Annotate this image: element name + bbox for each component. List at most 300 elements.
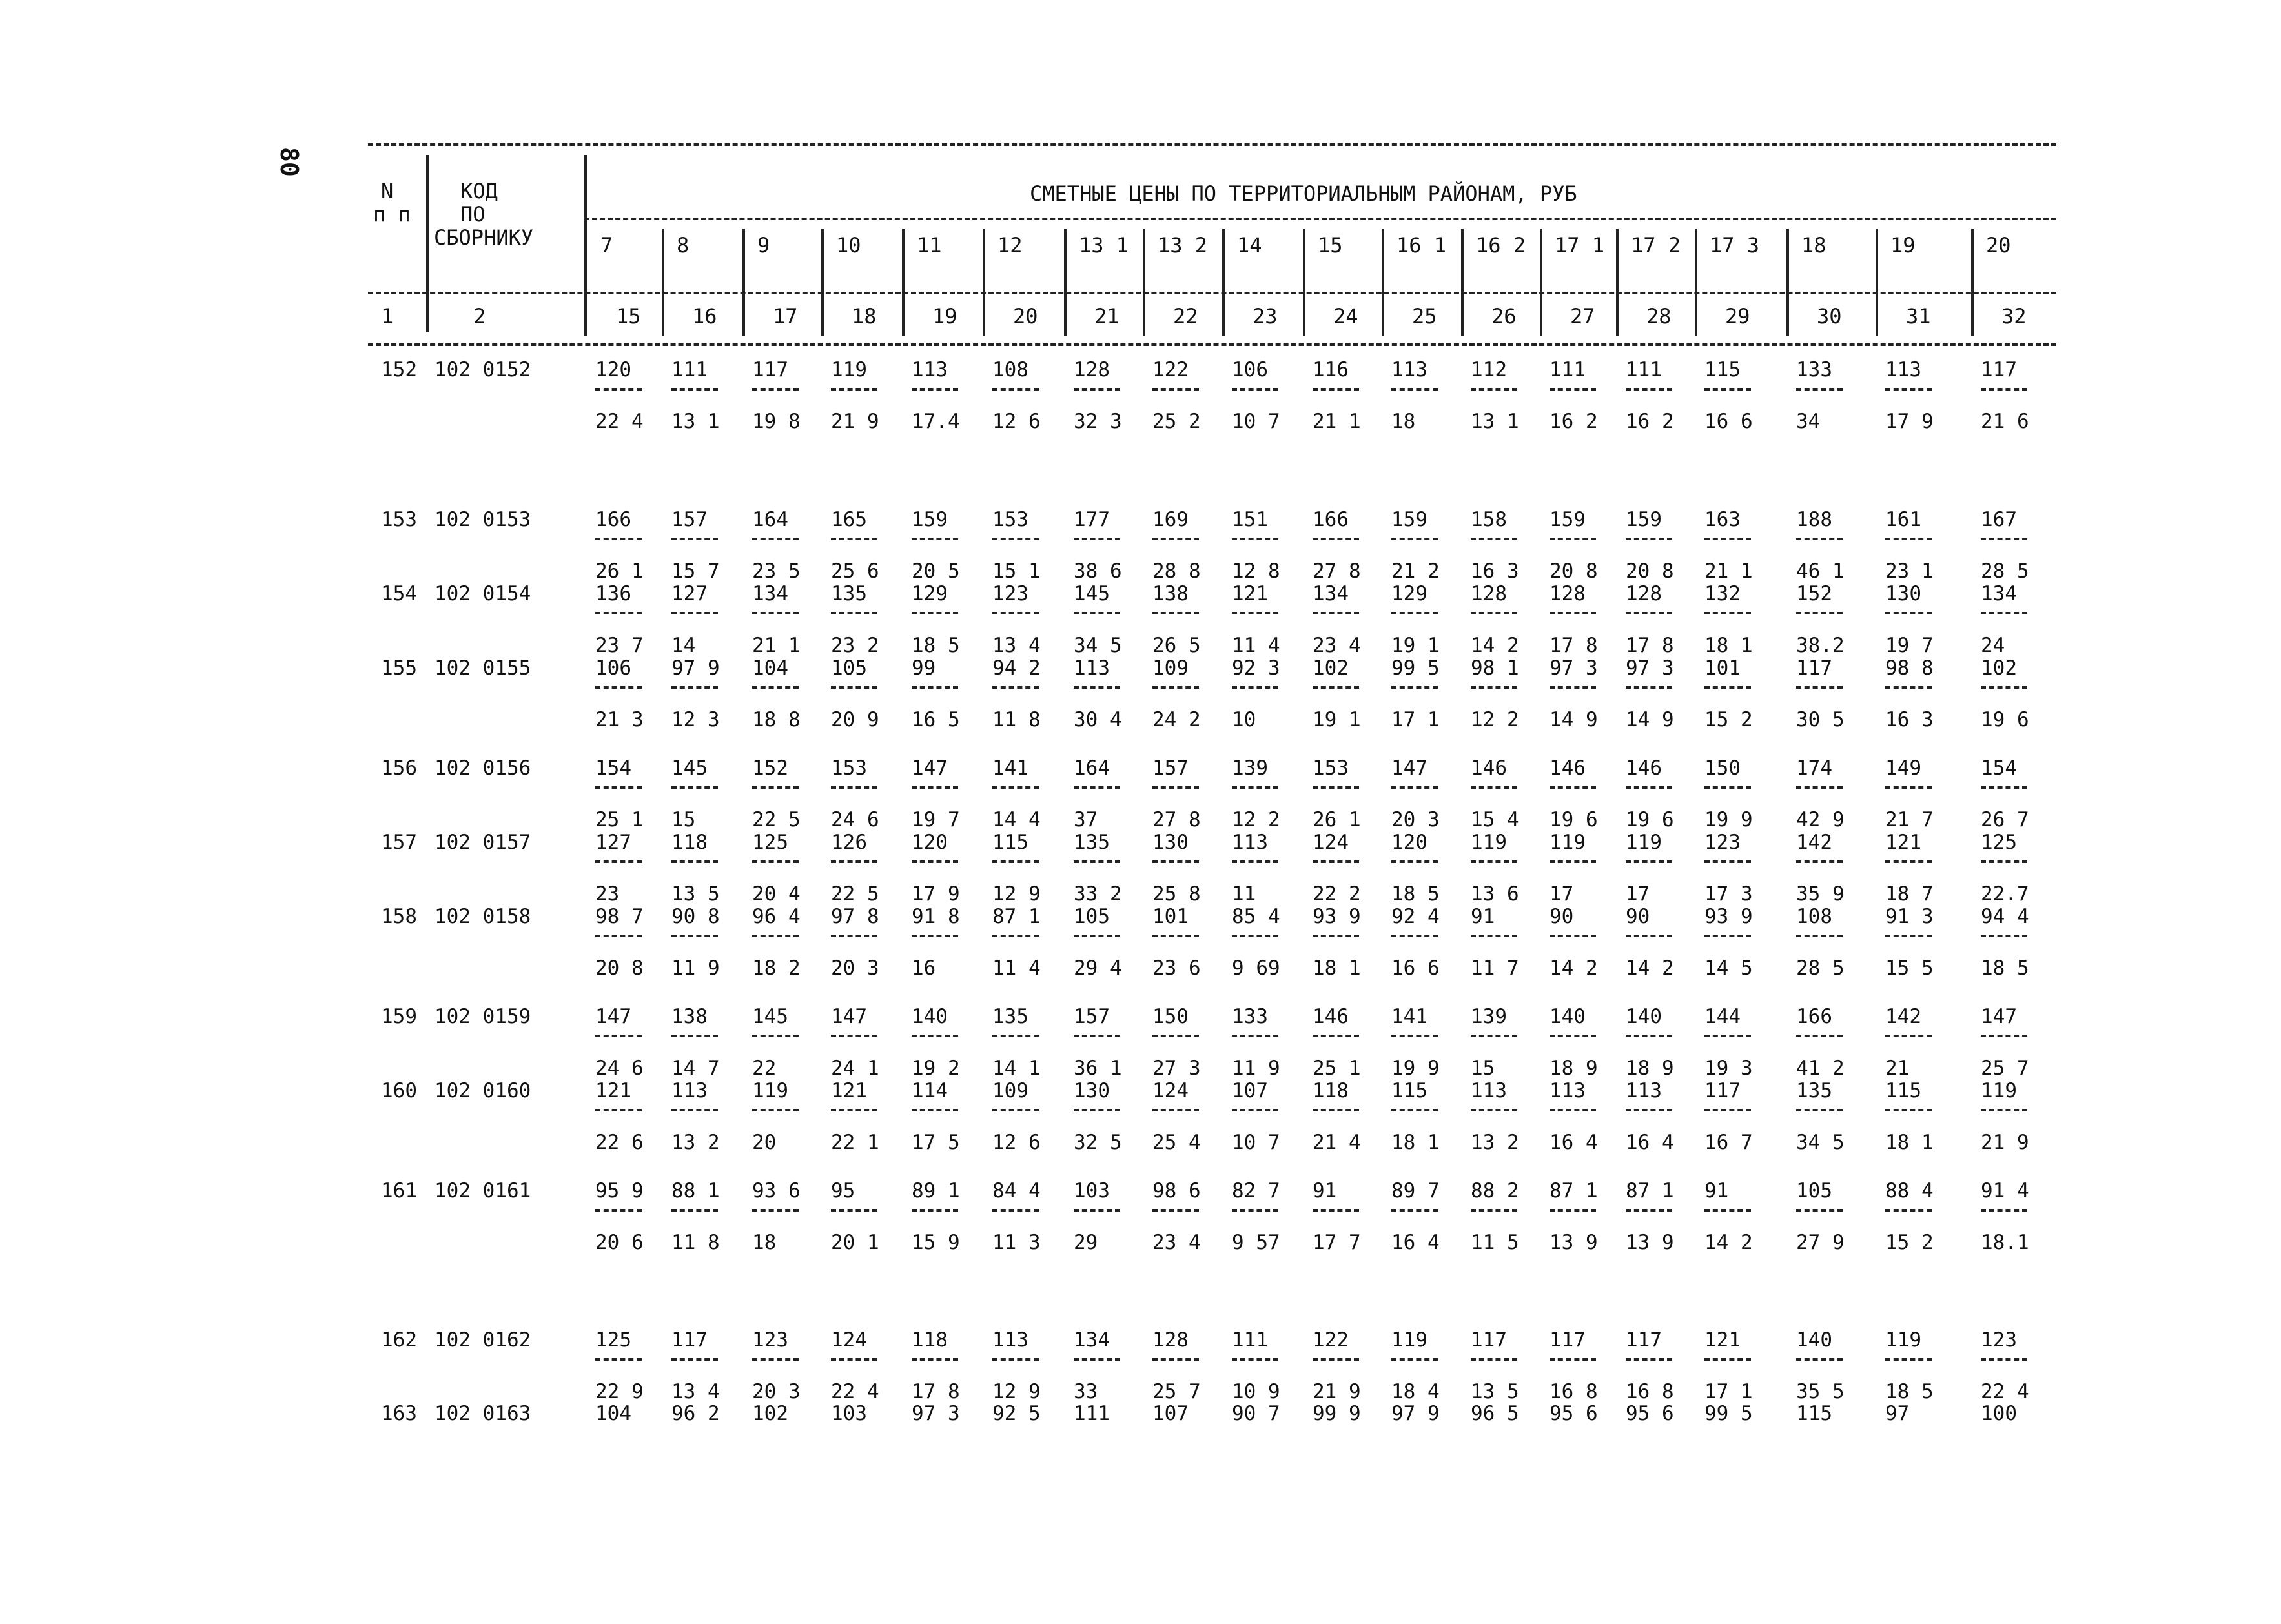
fraction-rule — [1152, 1109, 1199, 1111]
price-value: 97 8 — [831, 905, 879, 928]
labor-value: 34 5 — [1796, 1131, 1845, 1154]
header-title-rule — [584, 218, 2056, 220]
price-value: 109 — [1152, 656, 1189, 680]
fraction-rule — [1885, 1209, 1932, 1212]
labor-value: 16 7 — [1704, 1131, 1753, 1154]
price-value: 117 — [1550, 1328, 1586, 1352]
row-number: 155 — [381, 656, 417, 680]
fraction-rule — [1626, 1358, 1672, 1361]
header-bottom-rule — [368, 343, 2056, 346]
price-value: 147 — [595, 1005, 631, 1028]
fraction-rule — [992, 388, 1039, 391]
price-value: 95 6 — [1626, 1402, 1674, 1425]
price-value: 147 — [831, 1005, 867, 1028]
fraction-rule — [992, 786, 1039, 789]
fraction-rule — [831, 786, 877, 789]
region-header-9: 14 — [1237, 233, 1262, 258]
labor-value: 10 7 — [1232, 410, 1280, 433]
row-number: 157 — [381, 831, 417, 854]
labor-value: 21 6 — [1981, 410, 2029, 433]
row-code: 102 0153 — [435, 508, 531, 531]
labor-value: 17 7 — [1313, 1231, 1361, 1254]
row-code: 102 0155 — [435, 656, 531, 680]
fraction-rule — [831, 1358, 877, 1361]
fraction-rule — [992, 612, 1039, 614]
fraction-rule — [671, 1358, 718, 1361]
labor-value: 16 4 — [1391, 1231, 1440, 1254]
fraction-rule — [1704, 860, 1751, 863]
labor-value: 22 5 — [752, 808, 801, 831]
labor-value: 17 9 — [1885, 410, 1934, 433]
fraction-rule — [752, 786, 799, 789]
fraction-rule — [1981, 388, 2027, 391]
labor-value: 11 5 — [1471, 1231, 1519, 1254]
labor-value: 21 4 — [1313, 1131, 1361, 1154]
fraction-rule — [671, 538, 718, 540]
labor-value: 26 1 — [595, 560, 644, 583]
labor-value: 10 — [1232, 708, 1256, 731]
fraction-rule — [1626, 1109, 1672, 1111]
price-value: 106 — [1232, 358, 1268, 381]
labor-value: 19 3 — [1704, 1057, 1753, 1080]
labor-value: 13 9 — [1626, 1231, 1674, 1254]
labor-value: 15 2 — [1885, 1231, 1934, 1254]
price-value: 157 — [1074, 1005, 1110, 1028]
price-value: 138 — [1152, 582, 1189, 605]
labor-value: 19 9 — [1391, 1057, 1440, 1080]
labor-value: 16 8 — [1550, 1380, 1598, 1403]
fraction-rule — [831, 612, 877, 614]
labor-value: 14 4 — [992, 808, 1041, 831]
fraction-rule — [831, 1209, 877, 1212]
fraction-rule — [1981, 860, 2027, 863]
labor-value: 14 — [671, 634, 696, 657]
price-value: 97 9 — [671, 656, 720, 680]
labor-value: 16 6 — [1391, 957, 1440, 980]
price-value: 141 — [1391, 1005, 1427, 1028]
labor-value: 22 1 — [831, 1131, 879, 1154]
labor-value: 25 1 — [1313, 1057, 1361, 1080]
labor-value: 21 1 — [752, 634, 801, 657]
labor-value: 11 7 — [1471, 957, 1519, 980]
price-value: 130 — [1152, 831, 1189, 854]
fraction-rule — [1471, 860, 1517, 863]
header-code-label: КОД — [460, 179, 498, 203]
price-value: 119 — [831, 358, 867, 381]
labor-value: 12 9 — [992, 1380, 1041, 1403]
price-value: 129 — [1391, 582, 1427, 605]
labor-value: 36 1 — [1074, 1057, 1122, 1080]
fraction-rule — [1313, 538, 1359, 540]
labor-value: 21 9 — [1313, 1380, 1361, 1403]
fraction-rule — [1626, 388, 1672, 391]
labor-value: 23 1 — [1885, 560, 1934, 583]
fraction-rule — [1313, 786, 1359, 789]
price-value: 166 — [1313, 508, 1349, 531]
fraction-rule — [1074, 612, 1120, 614]
price-value: 92 5 — [992, 1402, 1041, 1425]
column-number-13: 27 — [1570, 304, 1595, 329]
region-divider — [902, 229, 905, 336]
price-value: 159 — [912, 508, 948, 531]
fraction-rule — [1796, 786, 1843, 789]
column-number-11: 25 — [1412, 304, 1437, 329]
region-divider — [584, 229, 587, 336]
region-divider — [1616, 229, 1619, 336]
price-value: 94 4 — [1981, 905, 2029, 928]
labor-value: 37 — [1074, 808, 1098, 831]
labor-value: 28 8 — [1152, 560, 1201, 583]
labor-value: 16 — [912, 957, 936, 980]
labor-value: 41 2 — [1796, 1057, 1845, 1080]
fraction-rule — [752, 935, 799, 937]
price-value: 130 — [1885, 582, 1921, 605]
price-value: 129 — [912, 582, 948, 605]
fraction-rule — [1796, 538, 1843, 540]
labor-value: 21 9 — [1981, 1131, 2029, 1154]
fraction-rule — [671, 786, 718, 789]
price-value: 130 — [1074, 1079, 1110, 1102]
labor-value: 14 9 — [1626, 708, 1674, 731]
fraction-rule — [1074, 538, 1120, 540]
labor-value: 13 2 — [671, 1131, 720, 1154]
fraction-rule — [1550, 686, 1596, 689]
fraction-rule — [1796, 1358, 1843, 1361]
price-value: 87 1 — [992, 905, 1041, 928]
price-value: 123 — [752, 1328, 788, 1352]
fraction-rule — [671, 935, 718, 937]
column-number-10: 24 — [1333, 304, 1358, 329]
fraction-rule — [1885, 1358, 1932, 1361]
region-divider — [1064, 229, 1067, 336]
column-number-12: 26 — [1491, 304, 1517, 329]
row-code: 102 0160 — [435, 1079, 531, 1102]
price-value: 104 — [595, 1402, 631, 1425]
fraction-rule — [1981, 935, 2027, 937]
fraction-rule — [1471, 1358, 1517, 1361]
row-number: 153 — [381, 508, 417, 531]
labor-value: 11 8 — [671, 1231, 720, 1254]
labor-value: 33 — [1074, 1380, 1098, 1403]
fraction-rule — [1232, 860, 1278, 863]
labor-value: 17 9 — [912, 882, 960, 906]
price-value: 113 — [1074, 656, 1110, 680]
fraction-rule — [1885, 538, 1932, 540]
page-number: 80 — [275, 147, 303, 177]
fraction-rule — [1626, 860, 1672, 863]
labor-value: 14 2 — [1704, 1231, 1753, 1254]
labor-value: 18.1 — [1981, 1231, 2029, 1254]
fraction-rule — [595, 860, 642, 863]
region-divider — [821, 229, 824, 336]
fraction-rule — [752, 388, 799, 391]
fraction-rule — [1471, 388, 1517, 391]
labor-value: 13 4 — [671, 1380, 720, 1403]
labor-value: 20 6 — [595, 1231, 644, 1254]
price-value: 91 8 — [912, 905, 960, 928]
labor-value: 38.2 — [1796, 634, 1845, 657]
price-value: 133 — [1232, 1005, 1268, 1028]
price-value: 140 — [1796, 1328, 1832, 1352]
fraction-rule — [1626, 612, 1672, 614]
region-header-15: 17 3 — [1710, 233, 1760, 258]
fraction-rule — [595, 786, 642, 789]
price-value: 115 — [1391, 1079, 1427, 1102]
price-value: 127 — [595, 831, 631, 854]
labor-value: 20 1 — [831, 1231, 879, 1254]
fraction-rule — [1626, 686, 1672, 689]
price-value: 157 — [1152, 756, 1189, 780]
fraction-rule — [1471, 1209, 1517, 1212]
price-value: 134 — [1981, 582, 2017, 605]
price-value: 104 — [752, 656, 788, 680]
row-code: 102 0156 — [435, 756, 531, 780]
labor-value: 20 8 — [1550, 560, 1598, 583]
labor-value: 19 1 — [1391, 634, 1440, 657]
region-divider — [1222, 229, 1225, 336]
price-value: 136 — [595, 582, 631, 605]
price-value: 161 — [1885, 508, 1921, 531]
fraction-rule — [1232, 1209, 1278, 1212]
price-value: 123 — [1981, 1328, 2017, 1352]
price-value: 166 — [1796, 1005, 1832, 1028]
price-value: 90 8 — [671, 905, 720, 928]
fraction-rule — [1232, 538, 1278, 540]
row-code: 102 0163 — [435, 1402, 531, 1425]
price-value: 121 — [1885, 831, 1921, 854]
fraction-rule — [1550, 935, 1596, 937]
fraction-rule — [671, 860, 718, 863]
labor-value: 18 5 — [912, 634, 960, 657]
fraction-rule — [1232, 388, 1278, 391]
fraction-rule — [912, 860, 958, 863]
fraction-rule — [752, 1209, 799, 1212]
fraction-rule — [1152, 388, 1199, 391]
price-value: 106 — [595, 656, 631, 680]
fraction-rule — [1152, 612, 1199, 614]
fraction-rule — [1885, 786, 1932, 789]
price-value: 125 — [752, 831, 788, 854]
price-value: 101 — [1704, 656, 1741, 680]
fraction-rule — [992, 1035, 1039, 1037]
labor-value: 21 3 — [595, 708, 644, 731]
labor-value: 18 9 — [1626, 1057, 1674, 1080]
fraction-rule — [1626, 786, 1672, 789]
price-value: 125 — [595, 1328, 631, 1352]
fraction-rule — [831, 388, 877, 391]
price-value: 115 — [992, 831, 1028, 854]
price-value: 119 — [1981, 1079, 2017, 1102]
labor-value: 12 8 — [1232, 560, 1280, 583]
price-value: 139 — [1232, 756, 1268, 780]
price-value: 159 — [1391, 508, 1427, 531]
price-value: 111 — [1550, 358, 1586, 381]
price-value: 142 — [1885, 1005, 1921, 1028]
labor-value: 19 6 — [1626, 808, 1674, 831]
fraction-rule — [831, 860, 877, 863]
labor-value: 33 2 — [1074, 882, 1122, 906]
region-header-18: 20 — [1986, 233, 2011, 258]
fraction-rule — [1074, 1358, 1120, 1361]
labor-value: 16 8 — [1626, 1380, 1674, 1403]
price-value: 138 — [671, 1005, 708, 1028]
row-code: 102 0161 — [435, 1179, 531, 1203]
price-value: 154 — [595, 756, 631, 780]
labor-value: 19 6 — [1550, 808, 1598, 831]
price-value: 82 7 — [1232, 1179, 1280, 1203]
price-value: 102 — [752, 1402, 788, 1425]
fraction-rule — [1796, 388, 1843, 391]
price-value: 88 2 — [1471, 1179, 1519, 1203]
labor-value: 25 1 — [595, 808, 644, 831]
fraction-rule — [1152, 786, 1199, 789]
fraction-rule — [1313, 935, 1359, 937]
price-value: 124 — [1313, 831, 1349, 854]
fraction-rule — [595, 686, 642, 689]
price-value: 101 — [1152, 905, 1189, 928]
price-value: 93 6 — [752, 1179, 801, 1203]
price-value: 97 — [1885, 1402, 1910, 1425]
price-value: 135 — [1796, 1079, 1832, 1102]
fraction-rule — [1471, 612, 1517, 614]
price-value: 119 — [1391, 1328, 1427, 1352]
price-value: 107 — [1232, 1079, 1268, 1102]
labor-value: 14 7 — [671, 1057, 720, 1080]
price-value: 163 — [1704, 508, 1741, 531]
price-value: 121 — [831, 1079, 867, 1102]
price-value: 113 — [912, 358, 948, 381]
fraction-rule — [1981, 786, 2027, 789]
row-number: 152 — [381, 358, 417, 381]
price-value: 120 — [595, 358, 631, 381]
price-value: 125 — [1981, 831, 2017, 854]
price-value: 188 — [1796, 508, 1832, 531]
fraction-rule — [1152, 1035, 1199, 1037]
fraction-rule — [671, 612, 718, 614]
fraction-rule — [912, 1209, 958, 1212]
labor-value: 17 8 — [912, 1380, 960, 1403]
header-col-number-1: 1 — [381, 304, 394, 329]
price-value: 135 — [831, 582, 867, 605]
fraction-rule — [1313, 1035, 1359, 1037]
labor-value: 26 5 — [1152, 634, 1201, 657]
labor-value: 20 5 — [912, 560, 960, 583]
labor-value: 21 2 — [1391, 560, 1440, 583]
header-top-rule — [368, 143, 2056, 146]
labor-value: 12 2 — [1232, 808, 1280, 831]
labor-value: 12 6 — [992, 1131, 1041, 1154]
price-value: 111 — [1074, 1402, 1110, 1425]
price-value: 90 — [1550, 905, 1574, 928]
labor-value: 19 7 — [912, 808, 960, 831]
price-value: 159 — [1550, 508, 1586, 531]
price-value: 123 — [1704, 831, 1741, 854]
price-value: 124 — [1152, 1079, 1189, 1102]
labor-value: 24 2 — [1152, 708, 1201, 731]
labor-value: 18 5 — [1981, 957, 2029, 980]
labor-value: 21 7 — [1885, 808, 1934, 831]
labor-value: 18 2 — [752, 957, 801, 980]
fraction-rule — [831, 1035, 877, 1037]
labor-value: 21 — [1885, 1057, 1910, 1080]
labor-value: 18 8 — [752, 708, 801, 731]
fraction-rule — [1232, 1109, 1278, 1111]
labor-value: 27 3 — [1152, 1057, 1201, 1080]
price-value: 113 — [671, 1079, 708, 1102]
price-value: 119 — [1471, 831, 1507, 854]
fraction-rule — [1550, 860, 1596, 863]
region-header-7: 13 1 — [1079, 233, 1129, 258]
region-header-13: 17 1 — [1555, 233, 1605, 258]
price-value: 113 — [1471, 1079, 1507, 1102]
price-value: 122 — [1313, 1328, 1349, 1352]
price-value: 133 — [1796, 358, 1832, 381]
price-value: 153 — [831, 756, 867, 780]
labor-value: 18 — [752, 1231, 777, 1254]
labor-value: 13 5 — [671, 882, 720, 906]
row-code: 102 0152 — [435, 358, 531, 381]
labor-value: 16 2 — [1550, 410, 1598, 433]
fraction-rule — [1885, 686, 1932, 689]
region-header-14: 17 2 — [1631, 233, 1681, 258]
fraction-rule — [1152, 1209, 1199, 1212]
labor-value: 26 1 — [1313, 808, 1361, 831]
labor-value: 12 3 — [671, 708, 720, 731]
labor-value: 29 — [1074, 1231, 1098, 1254]
labor-value: 32 3 — [1074, 410, 1122, 433]
price-value: 153 — [1313, 756, 1349, 780]
fraction-rule — [1885, 860, 1932, 863]
labor-value: 25 2 — [1152, 410, 1201, 433]
price-value: 99 9 — [1313, 1402, 1361, 1425]
labor-value: 14 5 — [1704, 957, 1753, 980]
price-value: 100 — [1981, 1402, 2017, 1425]
region-divider — [742, 229, 745, 336]
labor-value: 20 8 — [595, 957, 644, 980]
fraction-rule — [1313, 1358, 1359, 1361]
price-value: 97 3 — [1550, 656, 1598, 680]
fraction-rule — [1704, 1035, 1751, 1037]
fraction-rule — [595, 388, 642, 391]
column-number-2: 16 — [692, 304, 717, 329]
row-number: 158 — [381, 905, 417, 928]
fraction-rule — [1981, 1035, 2027, 1037]
price-value: 111 — [671, 358, 708, 381]
price-value: 95 6 — [1550, 1402, 1598, 1425]
price-value: 91 — [1471, 905, 1495, 928]
price-value: 105 — [1796, 1179, 1832, 1203]
fraction-rule — [1981, 686, 2027, 689]
labor-value: 19 2 — [912, 1057, 960, 1080]
fraction-rule — [1704, 1209, 1751, 1212]
price-value: 113 — [992, 1328, 1028, 1352]
labor-value: 24 6 — [831, 808, 879, 831]
labor-value: 20 — [752, 1131, 777, 1154]
price-value: 113 — [1550, 1079, 1586, 1102]
labor-value: 13 6 — [1471, 882, 1519, 906]
fraction-rule — [1152, 538, 1199, 540]
fraction-rule — [1704, 786, 1751, 789]
labor-value: 30 5 — [1796, 708, 1845, 731]
fraction-rule — [1981, 612, 2027, 614]
labor-value: 17 3 — [1704, 882, 1753, 906]
price-value: 151 — [1232, 508, 1268, 531]
price-value: 117 — [1471, 1328, 1507, 1352]
fraction-rule — [1074, 1209, 1120, 1212]
price-value: 150 — [1152, 1005, 1189, 1028]
labor-value: 10 9 — [1232, 1380, 1280, 1403]
labor-value: 20 3 — [831, 957, 879, 980]
